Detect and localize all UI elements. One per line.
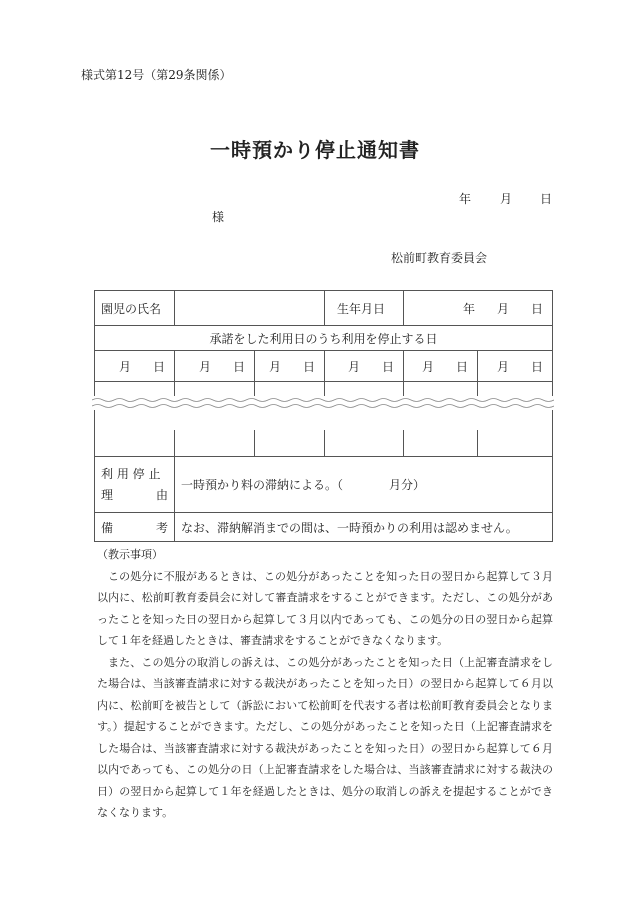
stop-dates-heading: 承諾をした利用日のうち利用を停止する日 (95, 326, 553, 351)
birth-month-label: 月 (496, 301, 509, 316)
day-label: 日 (455, 359, 468, 374)
date-entry-cell[interactable] (255, 430, 325, 457)
remarks-label (95, 513, 175, 542)
day-label: 日 (302, 359, 315, 374)
date-cell (175, 351, 255, 382)
reason-label-char-a: 理 (101, 487, 114, 502)
date-entry-row (95, 430, 553, 457)
date-cell (478, 351, 553, 382)
notice-table (94, 290, 553, 542)
day-label: 日 (152, 359, 165, 374)
day-label: 日 (381, 359, 394, 374)
instructions-section (97, 544, 553, 824)
date-entry-cell[interactable] (175, 430, 255, 457)
remarks-text: なお、滞納解消までの間は、一時預かりの利用は認めません。 (175, 513, 553, 542)
stop-dates-heading-row (95, 326, 553, 351)
instructions-heading: （教示事項） (97, 548, 163, 561)
month-label: 月 (347, 359, 360, 374)
reason-text: 一時預かり料の滞納による。（ (181, 478, 344, 492)
remarks-label-char-a: 備 (101, 520, 114, 535)
instructions-paragraph-1: この処分に不服があるときは、この処分があったことを知った日の翌日から起算して３月以内に、松前町教育委員会に対して審査請求をすることができます。ただし、この処分があったことを知った日の翌日から起算して３月以内であっても、この処分の日の翌日から起算して１年を経過したときは、審査請求をすることができなくなります。 (97, 569, 553, 647)
birth-year-label: 年 (462, 301, 475, 316)
date-entry-cell[interactable] (404, 430, 478, 457)
reason-value[interactable] (175, 457, 553, 513)
reason-label-line2 (101, 485, 168, 506)
month-label: 月 (496, 359, 509, 374)
reason-month: 月分） (389, 478, 426, 492)
instructions-paragraph-2: また、この処分の取消しの訴えは、この処分があったことを知った日（上記審査請求をした場合は、当該審査請求に対する裁決があったことを知った日）の翌日から起算して６月以内に、松前町を被告として（訴訟において松前町を代表する者は松前町教育委員会となります。）提起することができます。ただし、この処分があったことを知った日（上記審査請求をした場合は、当該審査請求に対する裁決があったことを知った日）の翌日から起算して６月以内であっても、この処分の日（上記審査請求をした場合は、当該審査請求に対する裁決の日）の翌日から起算して１年を経過したときは、処分の取消しの訴えを提起することができなくなります。 (97, 655, 553, 819)
date-entry-cell[interactable] (95, 430, 175, 457)
month-label: 月 (421, 359, 434, 374)
month-label: 月 (118, 359, 131, 374)
date-cell (404, 351, 478, 382)
document-title: 一時預かり停止通知書 (210, 138, 420, 162)
date-cell (255, 351, 325, 382)
omission-wave (92, 396, 554, 410)
child-name-value[interactable] (175, 291, 325, 326)
date-entry-cell[interactable] (478, 430, 553, 457)
reason-label-line1: 利 用 停 止 (101, 466, 161, 481)
remarks-label-char-b: 考 (155, 520, 168, 535)
date-cell (95, 351, 175, 382)
day-label: 日 (531, 359, 544, 374)
date-month-label: 月 (500, 192, 513, 206)
birthdate-value[interactable] (404, 291, 553, 326)
birth-day-label: 日 (531, 301, 544, 316)
date-entry-cell[interactable] (325, 430, 404, 457)
date-header-row (95, 351, 553, 382)
date-year-label: 年 (459, 192, 472, 206)
issuer-name: 松前町教育委員会 (391, 251, 488, 265)
child-name-label: 園児の氏名 (95, 291, 175, 326)
form-number: 様式第12号（第29条関係） (81, 68, 232, 82)
addressee-suffix: 様 (212, 210, 225, 224)
reason-label-char-b: 由 (155, 487, 168, 502)
child-row (95, 291, 553, 326)
month-label: 月 (268, 359, 281, 374)
reason-label (95, 457, 175, 513)
reason-row (95, 457, 553, 513)
remarks-row (95, 513, 553, 542)
birthdate-label: 生年月日 (325, 291, 404, 326)
day-label: 日 (232, 359, 245, 374)
month-label: 月 (198, 359, 211, 374)
date-cell (325, 351, 404, 382)
date-day-label: 日 (540, 192, 553, 206)
